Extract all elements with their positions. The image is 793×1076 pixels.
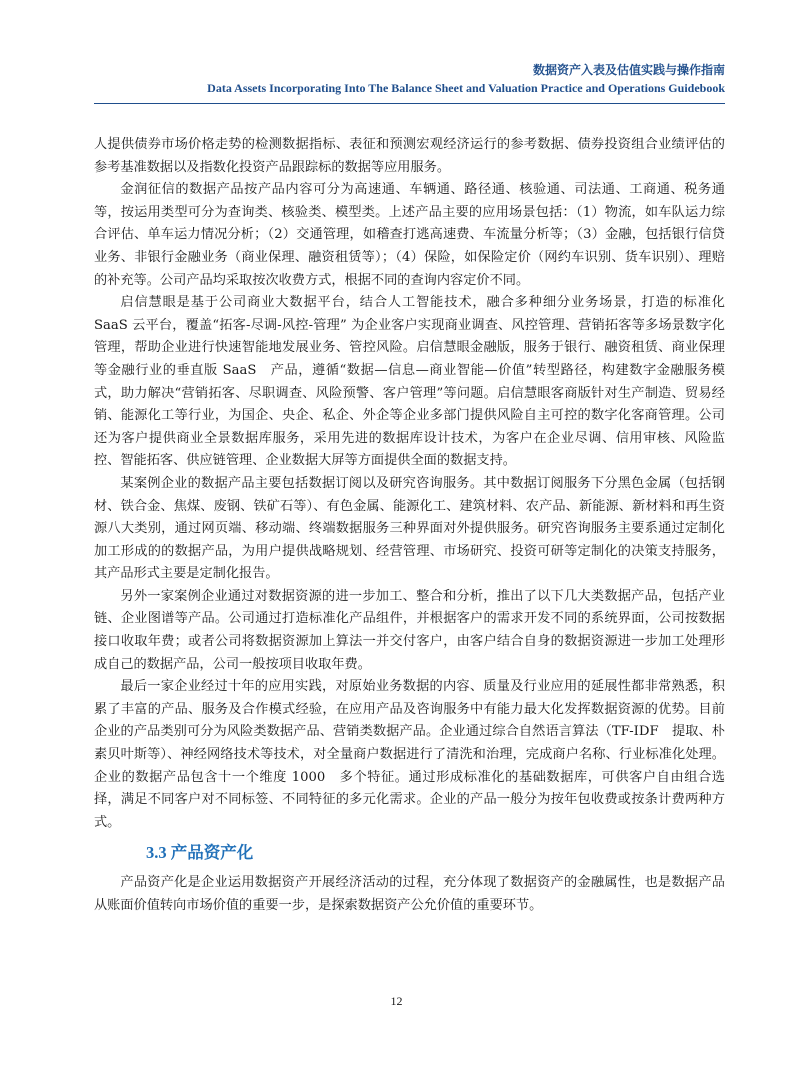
paragraph: 启信慧眼是基于公司商业大数据平台，结合人工智能技术，融合多种细分业务场景，打造的标准化 SaaS 云平台，覆盖“拓客-尽调-风控-管理” 为企业客户实现商业调查、风控管理、营销拓客等多场景数字化管理，帮助企业进行快速智能地发展业务、管控风险。启信慧眼金融版，服务于银行、融资租赁、商业保理等金融行业的垂直版 SaaS 产品，遵循“数据—信息—商业智能—价值”转型路径，构建数字金融服务模式，助力解决“营销拓客、尽职调查、风险预警、客户管理”等问题。启信慧眼客商版针对生产制造、贸易经销、能源化工等行业，为国企、央企、私企、外企等企业多部门提供风险自主可控的数字化客商管理。公司还为客户提供商业全景数据库服务，采用先进的数据库设计技术，为客户在企业尽调、信用审核、风险监控、智能拓客、供应链管理、企业数据大屏等方面提供全面的数据支持。: [94, 295, 725, 469]
page-number: 12: [390, 994, 403, 1008]
paragraph: 另外一家案例企业通过对数据资源的进一步加工、整合和分析，推出了以下几大类数据产品，包括产业链、企业图谱等产品。公司通过打造标准化产品组件，并根据客户的需求开发不同的系统界面，公司按数据接口收取年费；或者公司将数据资源加上算法一并交付客户，由客户结合自身的数据资源进一步加工处理形成自己的数据产品，公司一般按项目收取年费。: [94, 588, 725, 672]
paragraph: 某案例企业的数据产品主要包括数据订阅以及研究咨询服务。其中数据订阅服务下分黑色金属（包括钢材、铁合金、焦煤、废钢、铁矿石等）、有色金属、能源化工、建筑材料、农产品、新能源、新材料和再生资源八大类别，通过网页端、移动端、终端数据服务三种界面对外提供服务。研究咨询服务主要系通过定制化加工形成的的数据产品，为用户提供战略规划、经营管理、市场研究、投资可研等定制化的决策支持服务，其产品形式主要是定制化报告。: [94, 475, 725, 582]
paragraph: 人提供债券市场价格走势的检测数据指标、表征和预测宏观经济运行的参考数据、债券投资组合业绩评估的参考基准数据以及指数化投资产品跟踪标的数据等应用服务。: [94, 137, 725, 175]
page-body: [94, 134, 725, 918]
running-header: [94, 62, 725, 98]
paragraph: 最后一家企业经过十年的应用实践，对原始业务数据的内容、质量及行业应用的延展性都非常熟悉，积累了丰富的产品、服务及合作模式经验，在应用产品及咨询服务中有能力最大化发挥数据资源的优势。目前企业的产品类别可分为风险类数据产品、营销类数据产品。企业通过综合自然语言算法（TF-IDF 提取、朴素贝叶斯等）、神经网络技术等技术，对全量商户数据进行了清洗和治理，完成商户名称、行业标准化处理。企业的数据产品包含十一个维度 1000 多个特征。通过形成标准化的基础数据库，可供客户自由组合选择，满足不同客户对不同标签、不同特征的多元化需求。企业的产品一般分为按年包收费或按条计费两种方式。: [94, 679, 725, 830]
header-title-cn: 数据资产入表及估值实践与操作指南: [532, 63, 725, 77]
paragraph: 金润征信的数据产品按产品内容可分为高速通、车辆通、路径通、核验通、司法通、工商通、税务通等，按运用类型可分为查询类、核验类、模型类。上述产品主要的应用场景包括：（1）物流，如车队运力综合评估、单车运力情况分析；（2）交通管理，如稽查打逃高速费、车流量分析等；（3）金融，包括银行信贷业务、非银行金融业务（商业保理、融资租赁等）；（4）保险，如保险定价（网约车识别、货车识别）、理赔的补充等。公司产品均采取按次收费方式，根据不同的查询内容定价不同。: [94, 182, 725, 288]
header-divider: [94, 103, 725, 104]
paragraph: 产品资产化是企业运用数据资产开展经济活动的过程，充分体现了数据资产的金融属性，也是数据产品从账面价值转向市场价值的重要一步，是探索数据资产公允价值的重要环节。: [94, 875, 725, 913]
section-heading: 3.3 产品资产化: [146, 843, 254, 863]
header-title-en: Data Assets Incorporating Into The Balance Sheet and Valuation Practice and Operations Guidebook: [207, 81, 725, 95]
